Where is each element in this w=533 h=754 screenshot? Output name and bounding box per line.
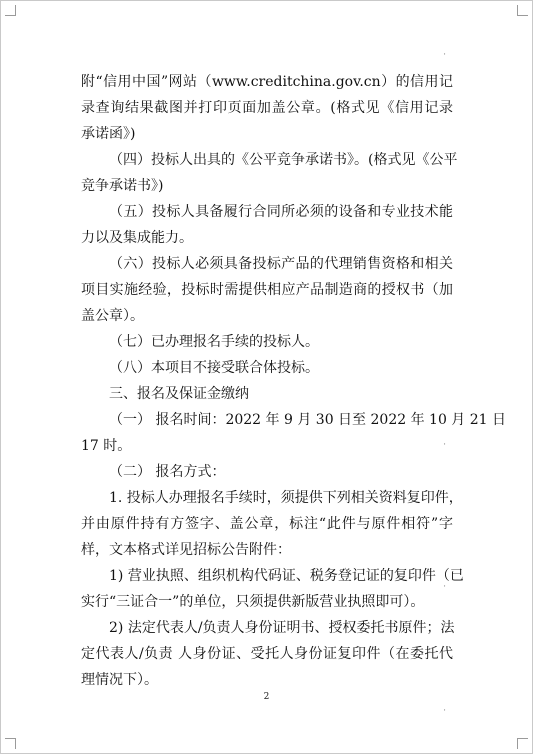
page-number: 2 xyxy=(263,692,270,702)
paragraph-registration-method xyxy=(81,459,453,485)
crop-mark-bottom-left xyxy=(5,738,16,749)
text-line: 录查询结果截图并打印页面加盖公章。(格式见《信用记录 xyxy=(81,100,453,116)
text-line: 盖公章）。 xyxy=(81,308,144,324)
paragraph-mark: · xyxy=(443,582,446,592)
text-line: （七）已办理报名手续的投标人。 xyxy=(109,334,319,350)
text-line: （五）投标人具备履行合同所必须的设备和专业技术能 xyxy=(109,204,453,220)
text-line: 17 时。 xyxy=(81,438,132,454)
text-line: 理情况下）。 xyxy=(81,672,158,688)
section-heading-3 xyxy=(81,381,453,407)
text-line: 1. 投标人办理报名手续时，须提供下列相关资料复印件， xyxy=(109,490,463,506)
text-line: 实行“三证合一”的单位，只须提供新版营业执照即可）。 xyxy=(81,594,425,610)
text-line: 样，文本格式详见招标公告附件： xyxy=(81,542,291,558)
text-line: （六）投标人必须具备投标产品的代理销售资格和相关 xyxy=(109,256,453,272)
paragraph-item-5 xyxy=(81,199,453,251)
paragraph-mark: · xyxy=(443,706,446,716)
crop-mark-bottom-right xyxy=(517,738,528,749)
section-heading: 三、报名及保证金缴纳 xyxy=(109,386,249,402)
text-line: （一） 报名时间：2022 年 9 月 30 日至 2022 年 10 月 21 日 xyxy=(109,412,507,428)
text-line: （八）本项目不接受联合体投标。 xyxy=(109,360,319,376)
text-line: 竞争承诺书》) xyxy=(81,178,164,194)
text-line: 项目实施经验，投标时需提供相应产品制造商的授权书（加 xyxy=(81,282,453,298)
paragraph-credit-record xyxy=(81,69,453,147)
crop-mark-top-left xyxy=(5,5,16,16)
text-line: （四）投标人出具的《公平竞争承诺书》。(格式见《公平 xyxy=(109,152,458,168)
text-line: 力以及集成能力。 xyxy=(81,230,193,246)
paragraph-method-1-2 xyxy=(81,615,453,693)
text-line: 附“信用中国”网站（www.creditchina.gov.cn）的信用记 xyxy=(81,74,453,90)
paragraph-method-1-1 xyxy=(81,563,464,615)
paragraph-item-6 xyxy=(81,251,453,329)
paragraph-mark: · xyxy=(443,440,446,450)
paragraph-item-7 xyxy=(81,329,453,355)
text-line: （二） 报名方式： xyxy=(109,464,226,480)
paragraph-method-1 xyxy=(81,485,463,563)
crop-mark-top-right xyxy=(517,5,528,16)
paragraph-item-8 xyxy=(81,355,453,381)
document-body xyxy=(81,69,507,693)
text-line: 定代表人/负责 人身份证、受托人身份证复印件（在委托代 xyxy=(81,646,453,662)
paragraph-item-4 xyxy=(81,147,458,199)
text-line: 并由原件持有方签字、盖公章，标注“此件与原件相符”字 xyxy=(81,516,453,532)
text-line: 1) 营业执照、组织机构代码证、税务登记证的复印件（已 xyxy=(109,568,464,584)
text-line: 2) 法定代表人/负责人身份证明书、授权委托书原件；法 xyxy=(109,620,455,636)
text-line: 承诺函》) xyxy=(81,126,136,142)
paragraph-mark: · xyxy=(443,50,446,60)
paragraph-registration-time xyxy=(81,407,507,459)
